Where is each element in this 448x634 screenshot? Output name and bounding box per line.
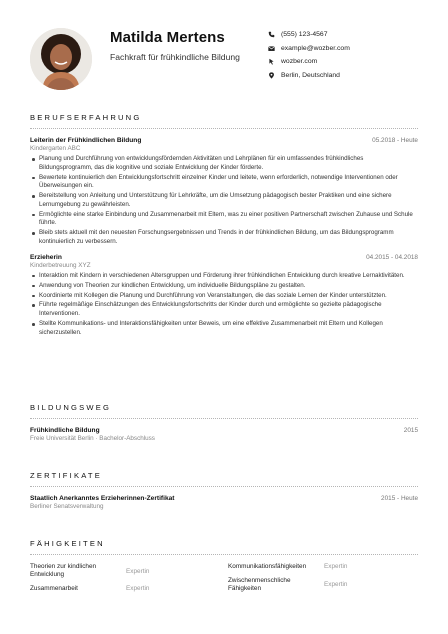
- bullet-item: Führte regelmäßige Einschätzungen des Entwicklungsfortschritts der Kinder durch und ermöglichte so gezielte pädagogische Interventionen.: [39, 301, 418, 318]
- education-heading: BILDUNGSWEG: [30, 403, 418, 419]
- certificates-section: [30, 471, 418, 513]
- skill-level: Expertin: [126, 568, 150, 575]
- bullet-item: Bleib stets aktuell mit den neuesten Forschungsergebnissen und Trends in der frühkindlichen Bildung, um das Bildungsprogramm kontinuierlich zu verbessern.: [39, 229, 418, 246]
- job-bullets: [30, 155, 418, 247]
- skill-level: Expertin: [126, 585, 150, 592]
- contact-location: [268, 69, 418, 83]
- job-dates: 04.2015 - 04.2018: [366, 253, 418, 261]
- education-year: 2015: [403, 427, 418, 434]
- contact-phone-text: (555) 123-4567: [281, 31, 328, 39]
- bullet-item: Ermöglichte eine starke Einbindung und Zusammenarbeit mit Eltern, was zu einer positiven Partnerschaft zwischen Zuhause und Schule führte.: [39, 211, 418, 228]
- contact-phone: [268, 28, 418, 42]
- resume-header: [30, 28, 418, 92]
- contact-list: [268, 28, 418, 82]
- location-icon: [268, 72, 275, 79]
- skills-grid: [30, 563, 418, 603]
- email-icon: [268, 45, 275, 52]
- job-entry: [30, 254, 418, 338]
- skill-name: Kommunikationsfähigkeiten: [228, 563, 307, 570]
- skill-level: Expertin: [324, 581, 348, 588]
- contact-website-text[interactable]: wozber.com: [281, 58, 318, 66]
- experience-heading: BERUFSERFAHRUNG: [30, 113, 418, 129]
- bullet-item: Bewertete kontinuierlich den Entwicklungsfortschritt einzelner Kinder und leitete, wenn erforderlich, notwendige Interventionen oder Überweisungen ein.: [39, 174, 418, 191]
- bullet-item: Stellte Kommunikations- und Interaktionsfähigkeiten unter Beweis, um eine effektive Zusammenarbeit mit Eltern und Kollegen sicherzustellen.: [39, 320, 418, 337]
- education-section: [30, 403, 418, 445]
- job-title: Leiterin der Frühkindlichen Bildung: [30, 137, 142, 144]
- contact-email-text[interactable]: example@wozber.com: [281, 44, 350, 52]
- certificate-dates: 2015 - Heute: [381, 495, 418, 502]
- job-company: Kinderbetreuung XYZ: [30, 261, 91, 269]
- skills-section: [30, 539, 418, 603]
- job-entry: [30, 137, 418, 247]
- certificate-issuer: Berliner Senatsverwaltung: [30, 503, 104, 510]
- job-dates: 05.2018 - Heute: [372, 137, 418, 144]
- person-name: Matilda Mertens: [110, 29, 225, 46]
- skill-name: Theorien zur kindlichen Entwicklung: [30, 563, 97, 579]
- bullet-item: Bereitstellung von Anleitung und Unterstützung für Lehrkräfte, um die Umsetzung pädagogisch bester Praktiken und eine sichere Lernumgebung zu gewährleisten.: [39, 192, 418, 209]
- skill-name: Zusammenarbeit: [30, 585, 78, 592]
- contact-website: [268, 55, 418, 69]
- bullet-item: Interaktion mit Kindern in verschiedenen Altersgruppen und Förderung ihrer frühkindlichen Entwicklung durch kreative Lernaktivitäten.: [39, 272, 418, 281]
- skill-name: Zwischenmenschliche Fähigkeiten: [228, 577, 291, 593]
- link-icon: [268, 58, 275, 65]
- bullet-item: Koordinierte mit Kollegen die Planung und Durchführung von Veranstaltungen, die das soziale Lernen der Kinder unterstützten.: [39, 292, 418, 301]
- job-title: Erzieherin: [30, 253, 62, 261]
- skills-heading: FÄHIGKEITEN: [30, 539, 418, 555]
- contact-location-text: Berlin, Deutschland: [281, 71, 340, 79]
- school-name: Freie Universität Berlin · Bachelor-Abschluss: [30, 435, 155, 442]
- job-company: Kindergarten ABC: [30, 145, 81, 152]
- certificates-heading: ZERTIFIKATE: [30, 471, 418, 487]
- profile-photo: [30, 28, 92, 90]
- job-bullets: [30, 272, 418, 338]
- phone-icon: [268, 31, 275, 38]
- experience-section: [30, 113, 418, 344]
- bullet-item: Planung und Durchführung von entwicklungsfördernden Aktivitäten und Lehrplänen für ein umfassendes frühkindliches Bildungsprogramm, das die kognitive und soziale Entwicklung der Kinder förderte.: [39, 155, 418, 172]
- skill-level: Expertin: [324, 563, 348, 570]
- degree-title: Frühkindliche Bildung: [30, 427, 100, 434]
- person-title: Fachkraft für frühkindliche Bildung: [110, 52, 240, 62]
- contact-email: [268, 42, 418, 56]
- name-block: [110, 28, 275, 63]
- certificate-name: Staatlich Anerkanntes Erzieherinnen-Zertifikat: [30, 495, 175, 502]
- bullet-item: Anwendung von Theorien zur kindlichen Entwicklung, um individuelle Bildungspläne zu gestalten.: [39, 282, 418, 291]
